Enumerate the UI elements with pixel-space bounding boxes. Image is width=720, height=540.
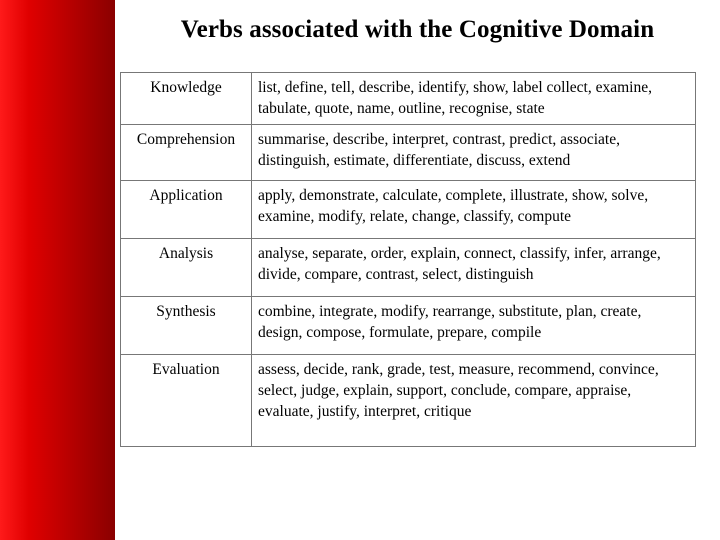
verbs-cell: combine, integrate, modify, rearrange, substitute, plan, create, design, compose, formulate, prepare, compile <box>252 297 696 355</box>
level-cell: Analysis <box>121 239 252 297</box>
red-side-bar <box>0 0 115 540</box>
level-cell: Knowledge <box>121 73 252 125</box>
verbs-cell: assess, decide, rank, grade, test, measure, recommend, convince, select, judge, explain, support, conclude, compare, appraise, evaluate, justify, interpret, critique <box>252 355 696 447</box>
level-cell: Application <box>121 181 252 239</box>
level-cell: Comprehension <box>121 125 252 181</box>
verbs-cell: list, define, tell, describe, identify, show, label collect, examine, tabulate, quote, name, outline, recognise, state <box>252 73 696 125</box>
verbs-cell: analyse, separate, order, explain, connect, classify, infer, arrange, divide, compare, contrast, select, distinguish <box>252 239 696 297</box>
table-row <box>121 73 696 125</box>
table-row <box>121 355 696 447</box>
table-row <box>121 239 696 297</box>
slide-title: Verbs associated with the Cognitive Domain <box>180 16 655 43</box>
table-row <box>121 297 696 355</box>
level-cell: Synthesis <box>121 297 252 355</box>
table-row <box>121 125 696 181</box>
verbs-cell: apply, demonstrate, calculate, complete, illustrate, show, solve, examine, modify, relate, change, classify, compute <box>252 181 696 239</box>
level-cell: Evaluation <box>121 355 252 447</box>
cognitive-verbs-table <box>120 72 696 447</box>
verbs-cell: summarise, describe, interpret, contrast, predict, associate, distinguish, estimate, differentiate, discuss, extend <box>252 125 696 181</box>
table-row <box>121 181 696 239</box>
